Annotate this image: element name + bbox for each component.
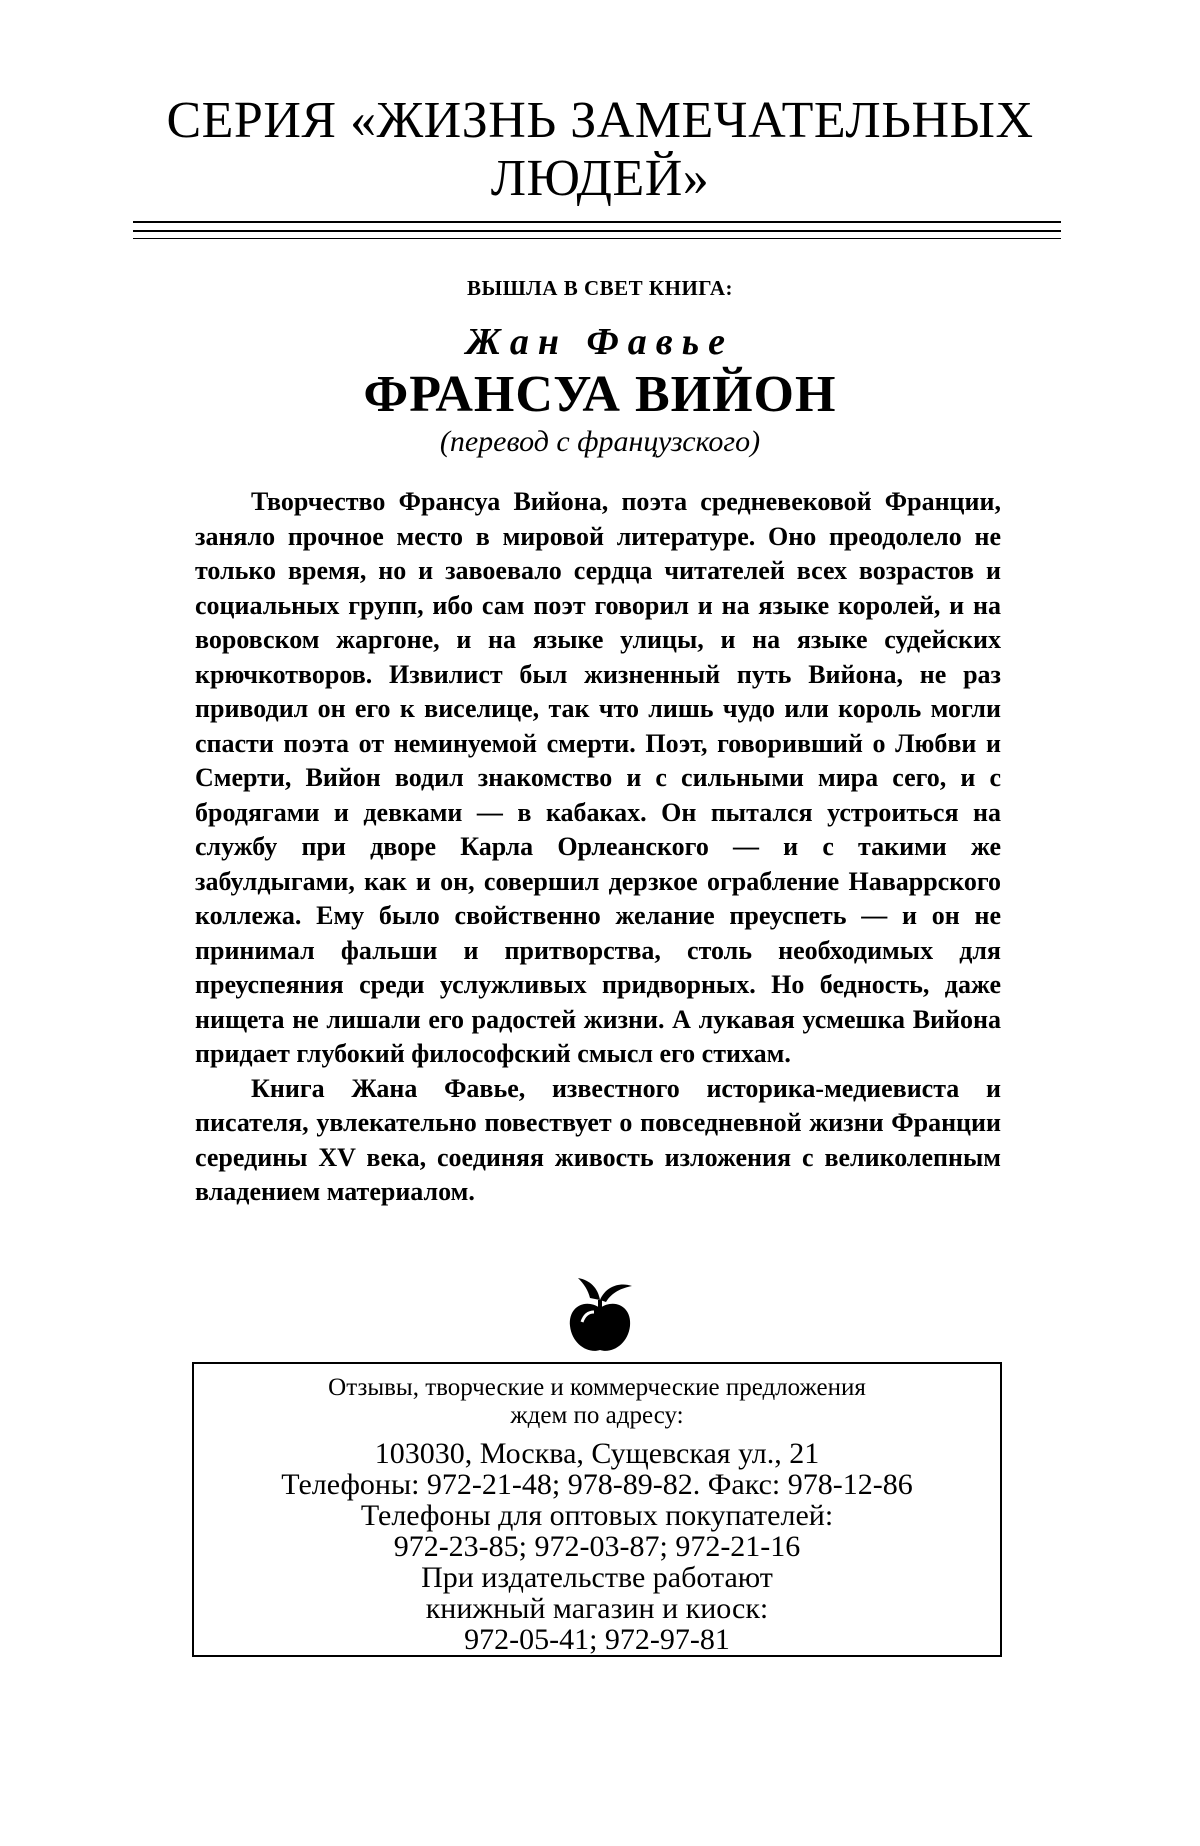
contact-address: 103030, Москва, Сущевская ул., 21 [194,1438,1000,1469]
book-description [195,485,1001,1210]
contact-intro-line-1: Отзывы, творческие и коммерческие предложения [194,1374,1000,1402]
announcement-heading: ВЫШЛА В СВЕТ КНИГА: [0,276,1200,301]
shop-phones: 972-05-41; 972-97-81 [194,1624,1000,1655]
shop-line-1: При издательстве работают [194,1562,1000,1593]
contact-intro-line-2: ждем по адресу: [194,1402,1000,1430]
description-paragraph: Творчество Франсуа Вийона, поэта средневековой Франции, заняло прочное место в мировой литературе. Оно преодолело не только время, но и завоевало сердца читателей всех возрастов и социальных групп, ибо сам поэт говорил и на языке королей, и на воровском жаргоне, и на языке улицы, и на языке судейских крючкотворов. Извилист был жизненный путь Вийона, не раз приводил он его к виселице, так что лишь чудо или король могли спасти поэта от неминуемой смерти. Поэт, говоривший о Любви и Смерти, Вийон водил знакомство и с сильными мира сего, и с бродягами и девками — в кабаках. Он пытался устроиться на службу при дворе Карла Орлеанского — и с такими же забулдыгами, как и он, совершил дерзкое ограбление Наваррского коллежа. Ему было свойственно желание преуспеть — и он не принимал фальши и притворства, столь необходимых для преуспеяния среди услужливых придворных. Но бедность, даже нищета не лишали его радостей жизни. А лукавая усмешка Вийона придает глубокий философский смысл его стихам. [195,485,1001,1072]
description-paragraph: Книга Жана Фавье, известного историка-медиевиста и писателя, увлекательно повествует о повседневной жизни Франции середины XV века, соединяя живость изложения с великолепным владением материалом. [195,1072,1001,1210]
series-title [100,92,1100,208]
contact-phones: Телефоны: 972-21-48; 978-89-82. Факс: 978-12-86 [194,1469,1000,1500]
divider-rule [133,221,1061,223]
wholesale-phones: 972-23-85; 972-03-87; 972-21-16 [194,1531,1000,1562]
divider-rule [133,238,1061,239]
series-title-line-1: СЕРИЯ «ЖИЗНЬ ЗАМЕЧАТЕЛЬНЫХ [100,92,1100,150]
apple-leaf-ornament-icon [560,1270,640,1360]
divider-rule [133,230,1061,232]
translation-note: (перевод с французского) [0,425,1200,459]
shop-line-2: книжный магазин и киоск: [194,1593,1000,1624]
series-title-line-2: ЛЮДЕЙ» [100,150,1100,208]
contact-info-box [192,1362,1002,1657]
wholesale-label: Телефоны для оптовых покупателей: [194,1500,1000,1531]
book-author: Жан Фавье [0,320,1200,364]
book-title: ФРАНСУА ВИЙОН [0,365,1200,424]
